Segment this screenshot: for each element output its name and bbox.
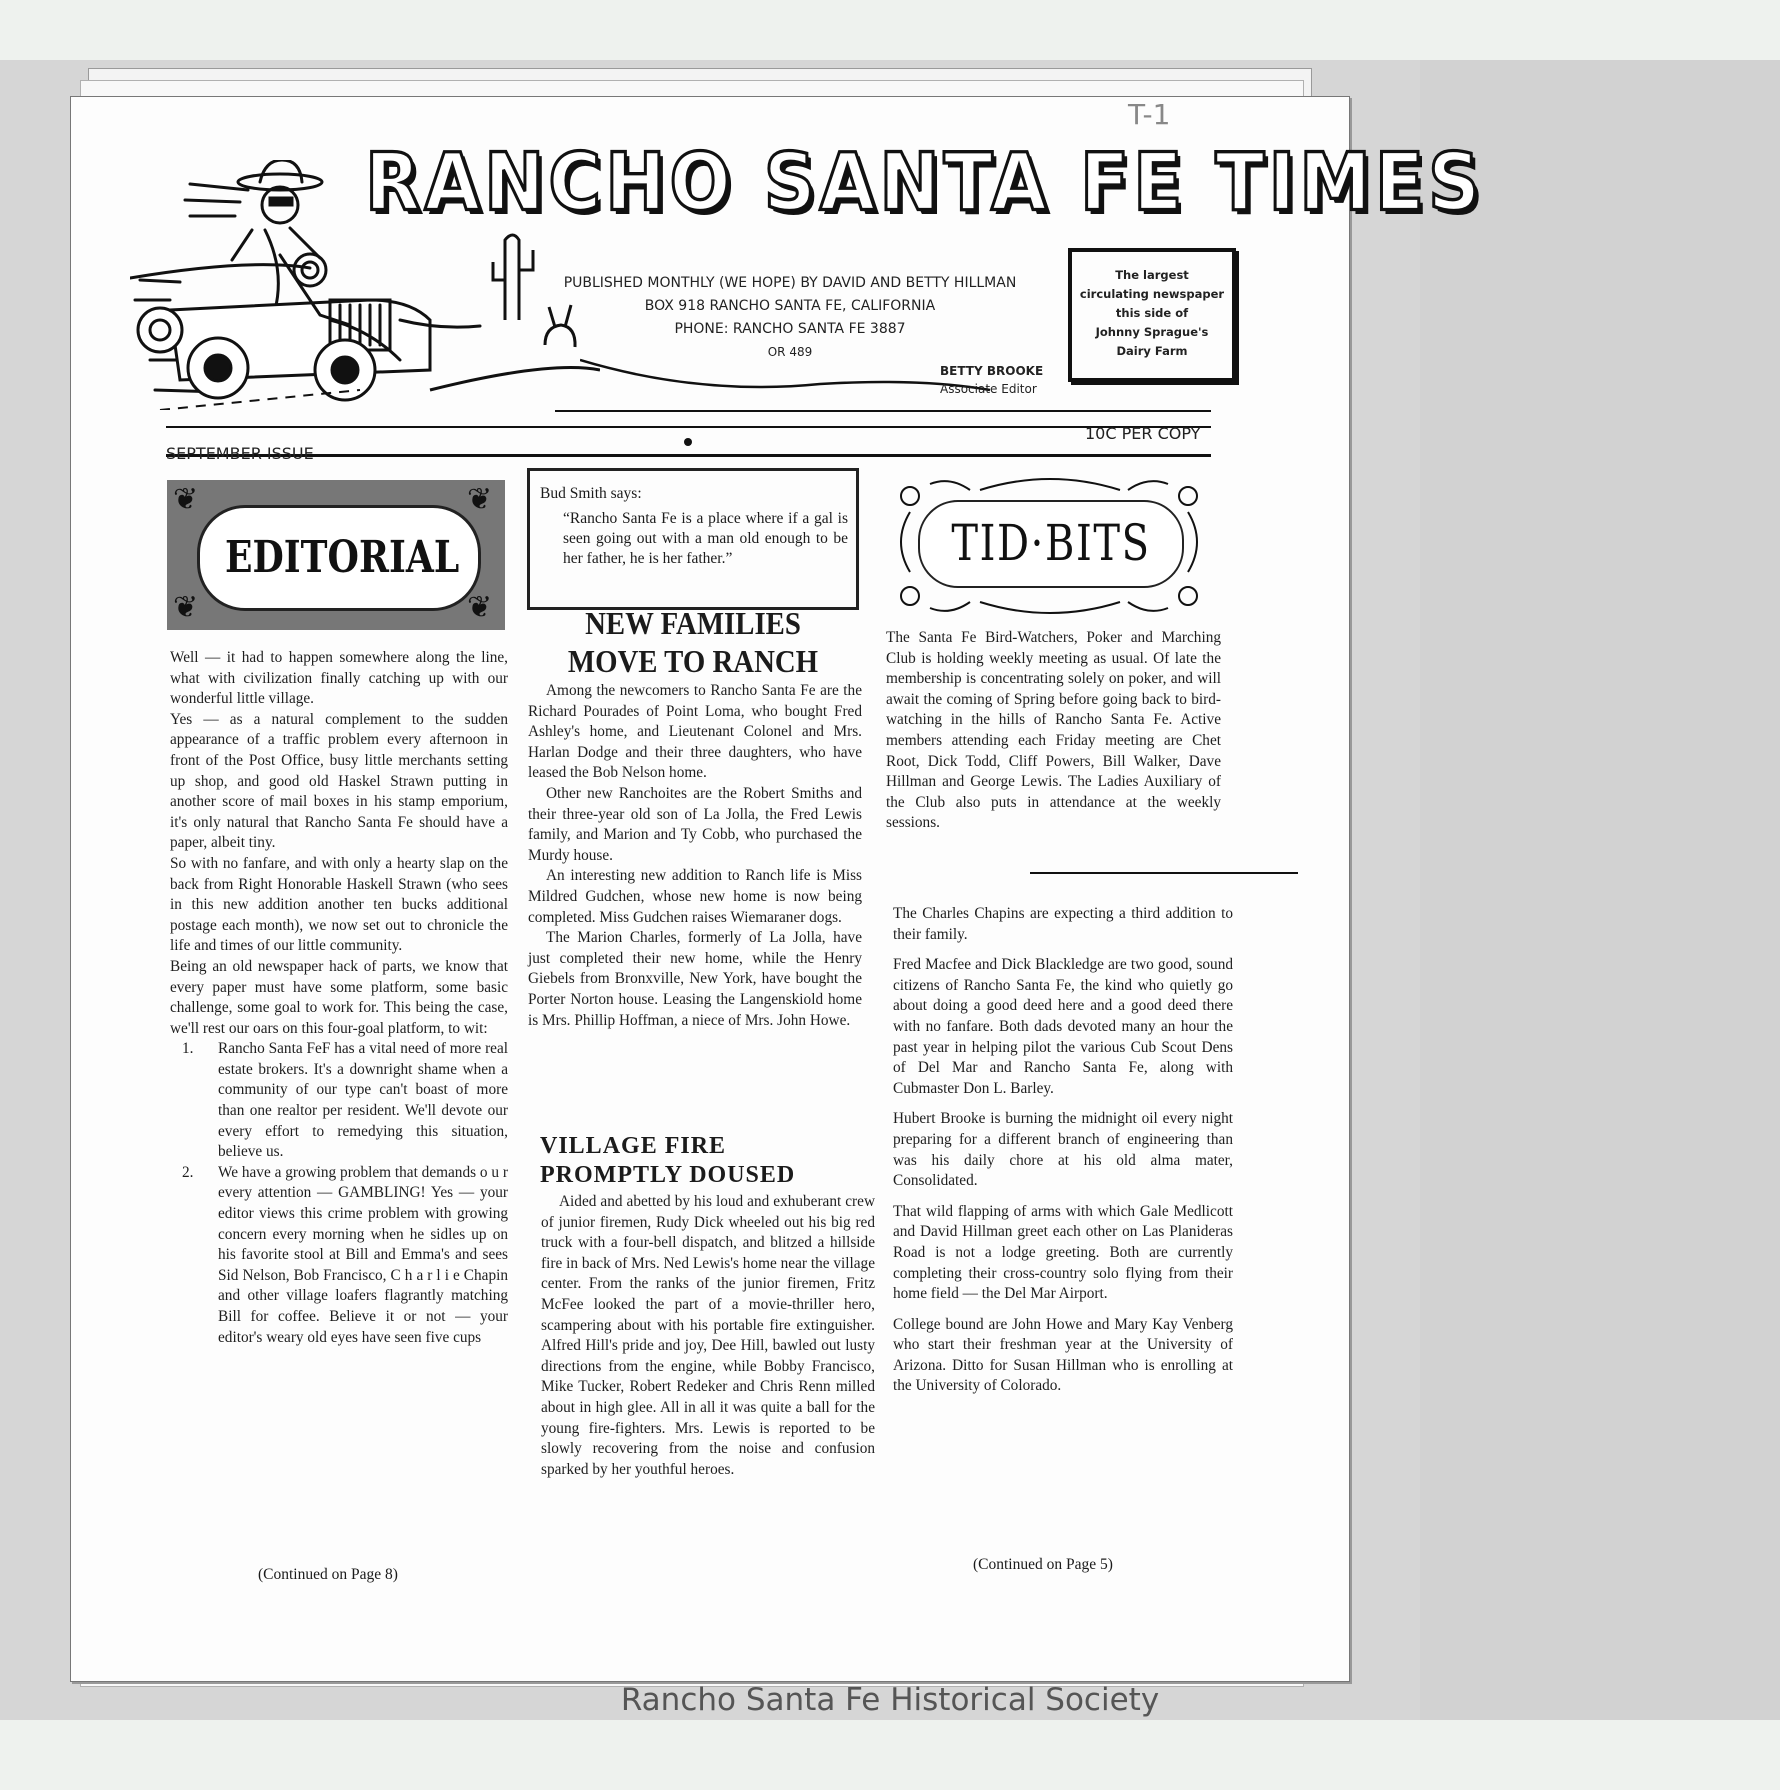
- masthead-info: [560, 272, 1020, 364]
- address-line: BOX 918 RANCHO SANTA FE, CALIFORNIA: [644, 298, 936, 314]
- scroll-ornament: ❦: [173, 591, 199, 624]
- associate-editor-credit: [940, 362, 1043, 398]
- masthead-title: RANCHO SANTA FE TIMES: [365, 135, 1484, 229]
- box-line: Johnny Sprague's: [1095, 325, 1209, 339]
- tid-bit-item: That wild flapping of arms with which Gale Medlicott and David Hillman greet each other on Las Planideras Road is not a lodge greeting. Both are currently completing their cross-country solo flying from their home field — the Del Mar Airport.: [893, 1202, 1233, 1303]
- article-paragraph: The Marion Charles, formerly of La Jolla, have just completed their new home, while the Henry Giebels from Bronxville, New York, have bought the Porter Norton house. Leasing the Langenskiold home is Mrs. Phillip Hoffman, a niece of Mrs. John Howe.: [528, 929, 862, 1029]
- editorial-column: [170, 648, 508, 1348]
- headline-line: PROMPTLY DOUSED: [540, 1162, 796, 1188]
- tid-bit-item: College bound are John Howe and Mary Kay Venberg who start their freshman year at the University of Arizona. Ditto for Susan Hillman who is enrolling at the University of Colorado.: [893, 1315, 1233, 1395]
- scroll-ornament: ❦: [173, 483, 199, 516]
- masthead-rule: [166, 426, 1211, 428]
- quote-speaker: Bud Smith says:: [540, 485, 642, 502]
- masthead-rule-top: [555, 410, 1211, 412]
- issue-label: SEPTEMBER ISSUE: [166, 444, 314, 463]
- tid-bit-item: The Santa Fe Bird-Watchers, Poker and Marching Club is holding weekly meeting as usual. Of late the membership is concentrating solely on poker, and will await the coming of Spring before going back to bird-watching in the hills of Rancho Santa Fe. Active members attending each Friday meeting are Chet Root, Dick Todd, Cliff Powers, Bill Walker, Dave Hillman and George Lewis. The Ladies Auxiliary of the Club also puts in attendance at the weekly sessions.: [886, 629, 1221, 832]
- article-paragraph: Among the newcomers to Rancho Santa Fe are the Richard Pourades of Point Loma, who bought Fred Ashley's home, and Lieutenant Colonel and Mrs. Harlan Dodge and their three daughters, who have leased the Bob Nelson home.: [528, 682, 862, 782]
- box-line: The largest: [1115, 268, 1189, 282]
- tid-bits-continued: (Continued on Page 5): [973, 1556, 1113, 1573]
- box-line: this side of: [1115, 306, 1189, 320]
- background-bottom: [0, 1720, 1780, 1790]
- platform-item: [170, 1039, 508, 1163]
- editorial-heading: EDITORIAL: [225, 532, 460, 583]
- price-label: 10C PER COPY: [1085, 424, 1201, 443]
- tid-bits-plaque: [918, 500, 1184, 588]
- tid-bits-column-top: [886, 628, 1221, 834]
- editorial-paragraph: Well — it had to happen somewhere along the line, what with civilization finally catching up with our wonderful little village.: [170, 649, 508, 708]
- masthead-rule-bottom: [166, 454, 1211, 457]
- editorial-plaque: [197, 505, 481, 611]
- tid-bits-banner: [890, 472, 1208, 620]
- box-line: Dairy Farm: [1116, 344, 1188, 358]
- associate-name: BETTY BROOKE: [940, 364, 1044, 378]
- scroll-ornament: ❦: [467, 591, 493, 624]
- platform-item-number: 1.: [182, 1040, 194, 1058]
- new-families-article: [528, 681, 862, 1031]
- editorial-paragraph: So with no fanfare, and with only a hearty slap on the back from Right Honorable Haskell Strawn (who sees in this new addition another ten bucks additional postage each month), we now set out to chronicle the life and times of our little community.: [170, 854, 508, 955]
- platform-item-text: Rancho Santa FeF has a vital need of more real estate brokers. It's a downright shame when a community of our type can't boast of more than one realtor per resident. We'll devote our every effort to remedying this situation, believe us.: [218, 1040, 508, 1161]
- associate-role: Associate Editor: [940, 382, 1037, 396]
- editorial-continued: (Continued on Page 8): [258, 1566, 398, 1583]
- tid-bits-heading: TID·BITS: [951, 514, 1151, 572]
- article-paragraph: An interesting new addition to Ranch life is Miss Mildred Gudchen, whose new home is now being completed. Miss Gudchen raises Wiemaraner dogs.: [528, 867, 862, 926]
- article-paragraph: Aided and abetted by his loud and exhuberant crew of junior firemen, Rudy Dick wheeled out his big red truck with a four-bell dispatch, and blitzed a hillside fire in back of Mrs. Ned Lewis's home near the village center. From the ranks of the junior firemen, Fritz McFee looked the part of a movie-thriller hero, scampering about with his portable fire extinguisher. Alfred Hill's pride and joy, Dee Hill, bawled out lusty directions from the engine, while Bobby Francisco, Mike Tucker, Robert Redeker and Chris Renn milled about in high glee. All in all it was quite a ball for the young fire-fighters. Mrs. Lewis is reported to be slowly recovering from the noise and confusion sparked by her youthful heroes.: [541, 1193, 875, 1478]
- phone-line: PHONE: RANCHO SANTA FE 3887: [674, 321, 906, 337]
- platform-item: [170, 1163, 508, 1348]
- article-paragraph: Other new Ranchoites are the Robert Smiths and their three-year old son of La Jolla, the Fred Lewis family, and Marion and Ty Cobb, who purchased the Murdy house.: [528, 784, 862, 864]
- editorial-banner: [167, 480, 505, 630]
- background-top: [0, 0, 1780, 60]
- platform-item-number: 2.: [182, 1163, 194, 1181]
- archive-credit: Rancho Santa Fe Historical Society: [620, 1682, 1160, 1718]
- background-right: [1420, 60, 1780, 1720]
- bullet-dot: [684, 438, 692, 446]
- pencil-mark: T-1: [1128, 98, 1171, 131]
- village-fire-headline: [540, 1132, 870, 1190]
- tid-bit-item: Hubert Brooke is burning the midnight oil every night preparing for a different branch of engineering than was his daily chore at his old alma mater, Consolidated.: [893, 1110, 1233, 1190]
- circulation-box-text: [1078, 266, 1226, 361]
- editorial-paragraph: Yes — as a natural complement to the sudden appearance of a traffic problem every afternoon in front of the Post Office, busy little merchants setting up shop, and good old Haskel Strawn putting in another score of mail boxes in his stamp emporium, it's only natural that Rancho Santa Fe should have a paper, albeit tiny.: [170, 710, 508, 852]
- publisher-line: PUBLISHED MONTHLY (WE HOPE) BY DAVID AND BETTY HILLMAN: [563, 275, 1017, 291]
- headline-line: VILLAGE FIRE: [540, 1133, 727, 1159]
- scroll-ornament: ❦: [467, 483, 493, 516]
- quote-box: [527, 468, 859, 610]
- tid-bits-column: [893, 904, 1233, 1397]
- headline-line: MOVE TO RANCH: [567, 643, 819, 679]
- tid-bit-item: The Charles Chapins are expecting a third addition to their family.: [893, 905, 1233, 943]
- circulation-box: [1068, 248, 1236, 382]
- box-line: circulating newspaper: [1079, 287, 1225, 301]
- village-fire-article: [541, 1192, 875, 1480]
- headline-line: NEW FAMILIES: [585, 605, 801, 641]
- new-families-headline: [545, 604, 842, 680]
- alt-phone-line: OR 489: [767, 345, 813, 359]
- editorial-paragraph: Being an old newspaper hack of parts, we know that every paper must have some platform, some basic challenge, some goal to work for. This being the case, we'll rest our oars on this four-goal platform, to wit:: [170, 957, 508, 1037]
- quote-text: “Rancho Santa Fe is a place where if a gal is seen going out with a man old enough to be her father, he is her father.”: [563, 510, 848, 567]
- tid-bit-item: Fred Macfee and Dick Blackledge are two good, sound citizens of Rancho Santa Fe, the kind who quietly go about doing a good deed here and a good deed there with no fanfare. Both dads devoted many an hour the past year in helping pilot the various Cub Scout Dens of Del Mar and Rancho Santa Fe, along with Cubmaster Don L. Barley.: [893, 956, 1233, 1097]
- hand-drawn-divider: [1030, 872, 1298, 874]
- platform-item-text: We have a growing problem that demands o u r every attention — GAMBLING! Yes — your editor views this crime problem with growing concern every morning when he sidles up on his favorite stool at Bill and Emma's and sees Sid Nelson, Bob Francisco, C h a r l i e Chapin and other village loafers flagrantly matching Bill for coffee. Believe it or not — your editor's weary old eyes have seen five cups: [218, 1163, 508, 1346]
